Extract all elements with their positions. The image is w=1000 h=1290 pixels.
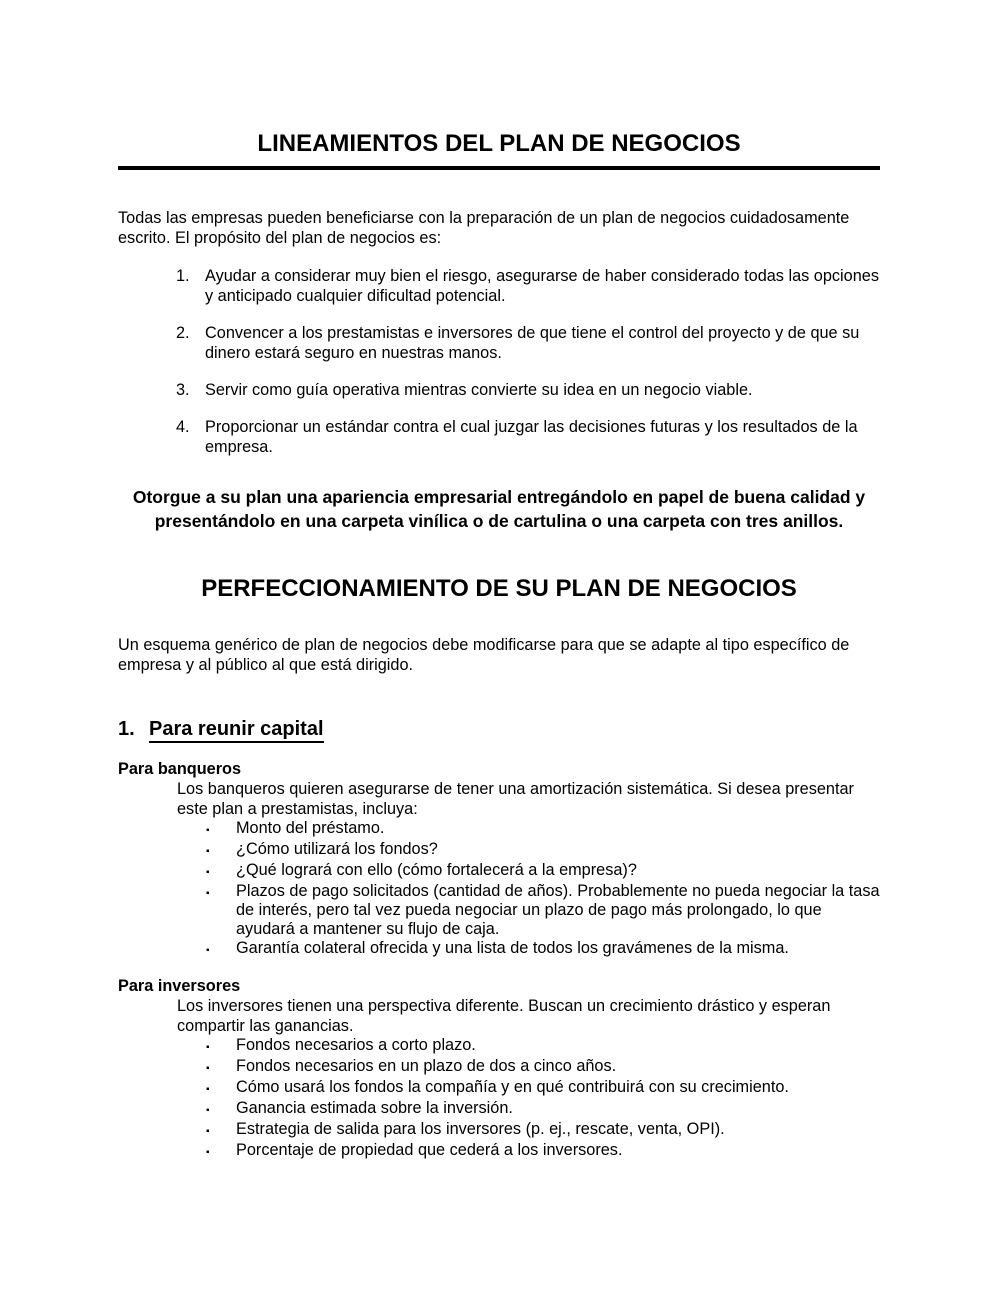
subsection-number: 1.: [118, 718, 135, 740]
title-divider-rule: [118, 166, 880, 170]
intro-paragraph: Todas las empresas pueden beneficiarse con la preparación de un plan de negocios cuidadosamente escrito. El propósito del plan de negocios es:: [118, 209, 850, 247]
square-bullet-icon: ▪: [206, 1105, 210, 1116]
list-item-text: Ayudar a considerar muy bien el riesgo, asegurarse de haber considerado todas las opciones y anticipado cualquier dificultad potencial.: [205, 267, 879, 305]
document-title: LINEAMIENTOS DEL PLAN DE NEGOCIOS: [257, 130, 741, 157]
list-item: [206, 840, 880, 861]
list-item-number: 1.: [176, 267, 190, 285]
section-title: PERFECCIONAMIENTO DE SU PLAN DE NEGOCIOS: [201, 575, 797, 602]
square-bullet-icon: ▪: [206, 1084, 210, 1095]
square-bullet-icon: ▪: [206, 867, 210, 878]
list-item-text: Plazos de pago solicitados (cantidad de años). Probablemente no pueda negociar la tasa de interés, pero tal vez pueda negociar un plazo de pago más prolongado, lo que ayudará a mantener su flujo de caja.: [236, 882, 880, 938]
list-item-text: Fondos necesarios a corto plazo.: [236, 1036, 476, 1054]
list-item-text: Fondos necesarios en un plazo de dos a cinco años.: [236, 1057, 617, 1075]
presentation-callout: Otorgue a su plan una apariencia empresarial entregándolo en papel de buena calidad y presentándolo en una carpeta vinílica o de cartulina o una carpeta con tres anillos.: [132, 487, 866, 531]
list-item-text: Estrategia de salida para los inversores (p. ej., rescate, venta, OPI).: [236, 1120, 725, 1138]
subsection-title: Para reunir capital: [149, 718, 324, 743]
bankers-heading: Para banqueros: [118, 760, 242, 778]
list-item-text: Convencer a los prestamistas e inversores de que tiene el control del proyecto y de que su dinero estará seguro en nuestras manos.: [205, 324, 860, 362]
list-item: [206, 1036, 880, 1057]
investors-intro: Los inversores tienen una perspectiva diferente. Buscan un crecimiento drástico y esperan compartir las ganancias.: [177, 997, 831, 1035]
list-item-number: 3.: [176, 381, 190, 399]
list-item: [206, 1141, 880, 1162]
bankers-bullet-list: [118, 819, 880, 960]
list-item: [206, 939, 880, 960]
list-item: [206, 861, 880, 882]
list-item-text: Proporcionar un estándar contra el cual juzgar las decisiones futuras y los resultados de la empresa.: [205, 418, 858, 456]
list-item: [176, 323, 880, 363]
list-item: [176, 417, 880, 457]
list-item-text: Cómo usará los fondos la compañía y en qué contribuirá con su crecimiento.: [236, 1078, 789, 1096]
square-bullet-icon: ▪: [206, 846, 210, 857]
list-item-text: Servir como guía operativa mientras convierte su idea en un negocio viable.: [205, 381, 753, 399]
list-item: [206, 1099, 880, 1120]
list-item: [206, 819, 880, 840]
list-item: [176, 266, 880, 306]
square-bullet-icon: ▪: [206, 1126, 210, 1137]
list-item-number: 4.: [176, 418, 190, 436]
square-bullet-icon: ▪: [206, 1063, 210, 1074]
list-item: [206, 1057, 880, 1078]
list-item: [206, 882, 880, 939]
investors-bullet-list: [118, 1036, 880, 1162]
list-item: [176, 380, 880, 400]
square-bullet-icon: ▪: [206, 825, 210, 836]
subsection-heading: [118, 717, 880, 741]
page-content: [0, 131, 1000, 1162]
square-bullet-icon: ▪: [206, 888, 210, 899]
list-item: [206, 1120, 880, 1141]
list-item-text: Garantía colateral ofrecida y una lista de todos los gravámenes de la misma.: [236, 939, 789, 957]
purpose-numbered-list: [118, 266, 880, 457]
square-bullet-icon: ▪: [206, 1042, 210, 1053]
investors-heading: Para inversores: [118, 977, 241, 995]
list-item-text: Ganancia estimada sobre la inversión.: [236, 1099, 513, 1117]
square-bullet-icon: ▪: [206, 945, 210, 956]
bankers-intro: Los banqueros quieren asegurarse de tener una amortización sistemática. Si desea presentar este plan a prestamistas, incluya:: [177, 780, 854, 818]
square-bullet-icon: ▪: [206, 1147, 210, 1158]
list-item: [206, 1078, 880, 1099]
list-item-number: 2.: [176, 324, 190, 342]
list-item-text: Porcentaje de propiedad que cederá a los inversores.: [236, 1141, 623, 1159]
list-item-text: ¿Cómo utilizará los fondos?: [236, 840, 438, 858]
section-intro-paragraph: Un esquema genérico de plan de negocios debe modificarse para que se adapte al tipo específico de empresa y al público al que está dirigido.: [118, 636, 850, 674]
list-item-text: Monto del préstamo.: [236, 819, 385, 837]
list-item-text: ¿Qué logrará con ello (cómo fortalecerá a la empresa)?: [236, 861, 637, 879]
